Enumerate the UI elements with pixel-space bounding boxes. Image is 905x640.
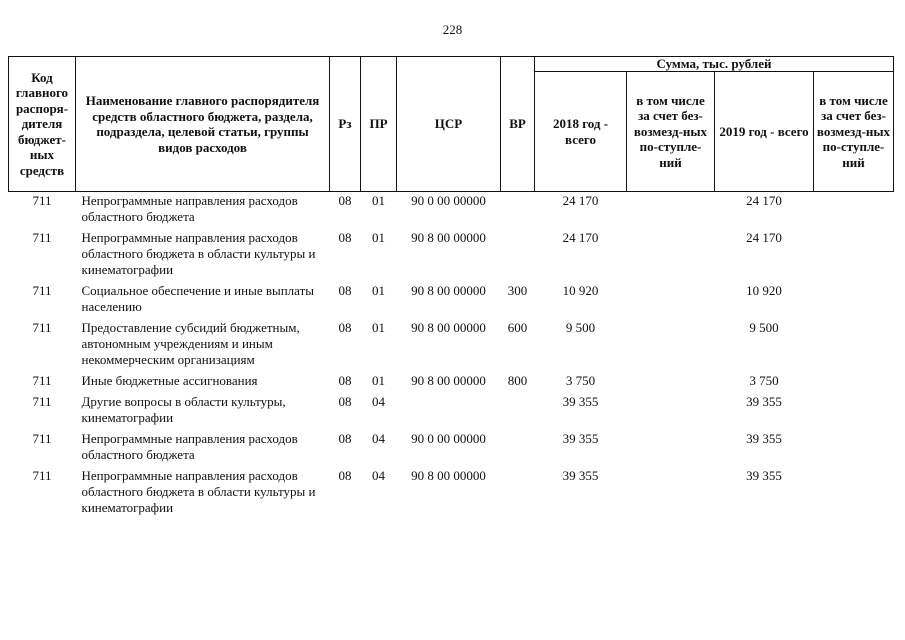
table-body bbox=[9, 192, 894, 522]
cell-2018-total: 24 170 bbox=[562, 193, 599, 208]
cell-csr: 90 8 00 00000 bbox=[411, 320, 486, 335]
table-row bbox=[9, 394, 894, 431]
cell-2018-grants bbox=[627, 394, 715, 431]
cell-2018-total: 10 920 bbox=[562, 283, 599, 298]
header-rz: Рз bbox=[330, 57, 361, 192]
cell-2018-grants bbox=[627, 373, 715, 394]
cell-2019-grants bbox=[814, 468, 894, 521]
cell-2019-total: 24 170 bbox=[746, 230, 782, 245]
cell-2018-grants bbox=[627, 192, 715, 231]
cell-2018-grants bbox=[627, 230, 715, 283]
cell-2019-total: 3 750 bbox=[749, 373, 779, 388]
cell-2019-total: 39 355 bbox=[746, 468, 782, 483]
table-row bbox=[9, 373, 894, 394]
header-2019-total: 2019 год - всего bbox=[715, 72, 814, 192]
cell-2019-grants bbox=[814, 431, 894, 468]
cell-code: 711 bbox=[32, 283, 52, 298]
cell-vr: 300 bbox=[507, 283, 528, 298]
cell-rz: 08 bbox=[338, 431, 352, 446]
cell-rz: 08 bbox=[338, 468, 352, 483]
cell-2018-total: 39 355 bbox=[562, 394, 599, 409]
header-2019-grants: в том числе за счет без-возмезд-ных по-ступле-ний bbox=[814, 72, 894, 192]
cell-code: 711 bbox=[32, 320, 52, 335]
cell-2019-grants bbox=[814, 394, 894, 431]
page-number: 228 bbox=[442, 22, 463, 37]
cell-2019-total: 9 500 bbox=[749, 320, 779, 335]
cell-vr bbox=[501, 394, 535, 431]
cell-pr: 04 bbox=[372, 431, 385, 446]
cell-2019-grants bbox=[814, 320, 894, 373]
table-header bbox=[9, 57, 894, 192]
cell-rz: 08 bbox=[338, 283, 352, 298]
cell-csr bbox=[397, 394, 501, 431]
cell-vr: 600 bbox=[507, 320, 528, 335]
header-csr: ЦСР bbox=[397, 57, 501, 192]
cell-vr bbox=[501, 192, 535, 231]
cell-rz: 08 bbox=[338, 394, 352, 409]
cell-csr: 90 0 00 00000 bbox=[411, 193, 486, 208]
table-row bbox=[9, 192, 894, 231]
cell-code: 711 bbox=[32, 394, 52, 409]
table-row bbox=[9, 230, 894, 283]
cell-name: Предоставление субсидий бюджетным, автономным учреждениям и иным некоммерческим организациям bbox=[81, 320, 300, 367]
cell-pr: 04 bbox=[372, 468, 385, 483]
cell-2018-total: 24 170 bbox=[562, 230, 599, 245]
cell-name: Социальное обеспечение и иные выплаты населению bbox=[81, 283, 315, 314]
cell-csr: 90 0 00 00000 bbox=[411, 431, 486, 446]
header-sum-group: Сумма, тыс. рублей bbox=[535, 57, 894, 72]
cell-2018-grants bbox=[627, 431, 715, 468]
cell-pr: 01 bbox=[372, 320, 385, 335]
cell-rz: 08 bbox=[338, 193, 352, 208]
cell-csr: 90 8 00 00000 bbox=[411, 468, 486, 483]
cell-2019-grants bbox=[814, 373, 894, 394]
cell-rz: 08 bbox=[338, 230, 352, 245]
cell-name: Иные бюджетные ассигнования bbox=[81, 373, 258, 388]
cell-rz: 08 bbox=[338, 373, 352, 388]
cell-name: Непрограммные направления расходов областного бюджета в области культуры и кинематографии bbox=[81, 230, 316, 277]
table-row bbox=[9, 283, 894, 320]
cell-pr: 01 bbox=[372, 373, 385, 388]
header-pr: ПР bbox=[361, 57, 397, 192]
header-vr: ВР bbox=[501, 57, 535, 192]
cell-name: Непрограммные направления расходов областного бюджета bbox=[81, 193, 298, 224]
table-row bbox=[9, 320, 894, 373]
cell-name: Непрограммные направления расходов областного бюджета в области культуры и кинематографии bbox=[81, 468, 316, 515]
cell-vr: 800 bbox=[507, 373, 528, 388]
cell-2019-grants bbox=[814, 192, 894, 231]
cell-csr: 90 8 00 00000 bbox=[411, 230, 486, 245]
cell-code: 711 bbox=[32, 373, 52, 388]
cell-pr: 01 bbox=[372, 283, 385, 298]
cell-2019-grants bbox=[814, 283, 894, 320]
header-2018-total: 2018 год - всего bbox=[535, 72, 627, 192]
cell-csr: 90 8 00 00000 bbox=[411, 373, 486, 388]
cell-2019-total: 39 355 bbox=[746, 431, 782, 446]
budget-table bbox=[8, 56, 894, 521]
header-code: Код главного распоря-дителя бюджет-ных средств bbox=[9, 57, 76, 192]
header-name: Наименование главного распорядителя средств областного бюджета, раздела, подраздела, целевой статьи, группы видов расходов bbox=[76, 57, 330, 192]
cell-pr: 04 bbox=[372, 394, 385, 409]
cell-2019-grants bbox=[814, 230, 894, 283]
cell-2018-total: 39 355 bbox=[562, 431, 599, 446]
cell-pr: 01 bbox=[372, 193, 385, 208]
cell-vr bbox=[501, 431, 535, 468]
cell-2018-grants bbox=[627, 283, 715, 320]
header-2018-grants: в том числе за счет без-возмезд-ных по-ступле-ний bbox=[627, 72, 715, 192]
cell-vr bbox=[501, 468, 535, 521]
cell-code: 711 bbox=[32, 230, 52, 245]
cell-name: Другие вопросы в области культуры, кинематографии bbox=[81, 394, 286, 425]
cell-csr: 90 8 00 00000 bbox=[411, 283, 486, 298]
cell-2018-grants bbox=[627, 468, 715, 521]
cell-2019-total: 24 170 bbox=[746, 193, 782, 208]
cell-2018-total: 39 355 bbox=[562, 468, 599, 483]
cell-code: 711 bbox=[32, 468, 52, 483]
cell-vr bbox=[501, 230, 535, 283]
cell-2018-total: 9 500 bbox=[565, 320, 596, 335]
cell-2019-total: 39 355 bbox=[746, 394, 782, 409]
table-row bbox=[9, 431, 894, 468]
cell-2018-total: 3 750 bbox=[565, 373, 596, 388]
cell-code: 711 bbox=[32, 193, 52, 208]
cell-2019-total: 10 920 bbox=[746, 283, 782, 298]
cell-name: Непрограммные направления расходов областного бюджета bbox=[81, 431, 298, 462]
table-row bbox=[9, 468, 894, 521]
cell-code: 711 bbox=[32, 431, 52, 446]
cell-rz: 08 bbox=[338, 320, 352, 335]
cell-pr: 01 bbox=[372, 230, 385, 245]
cell-2018-grants bbox=[627, 320, 715, 373]
